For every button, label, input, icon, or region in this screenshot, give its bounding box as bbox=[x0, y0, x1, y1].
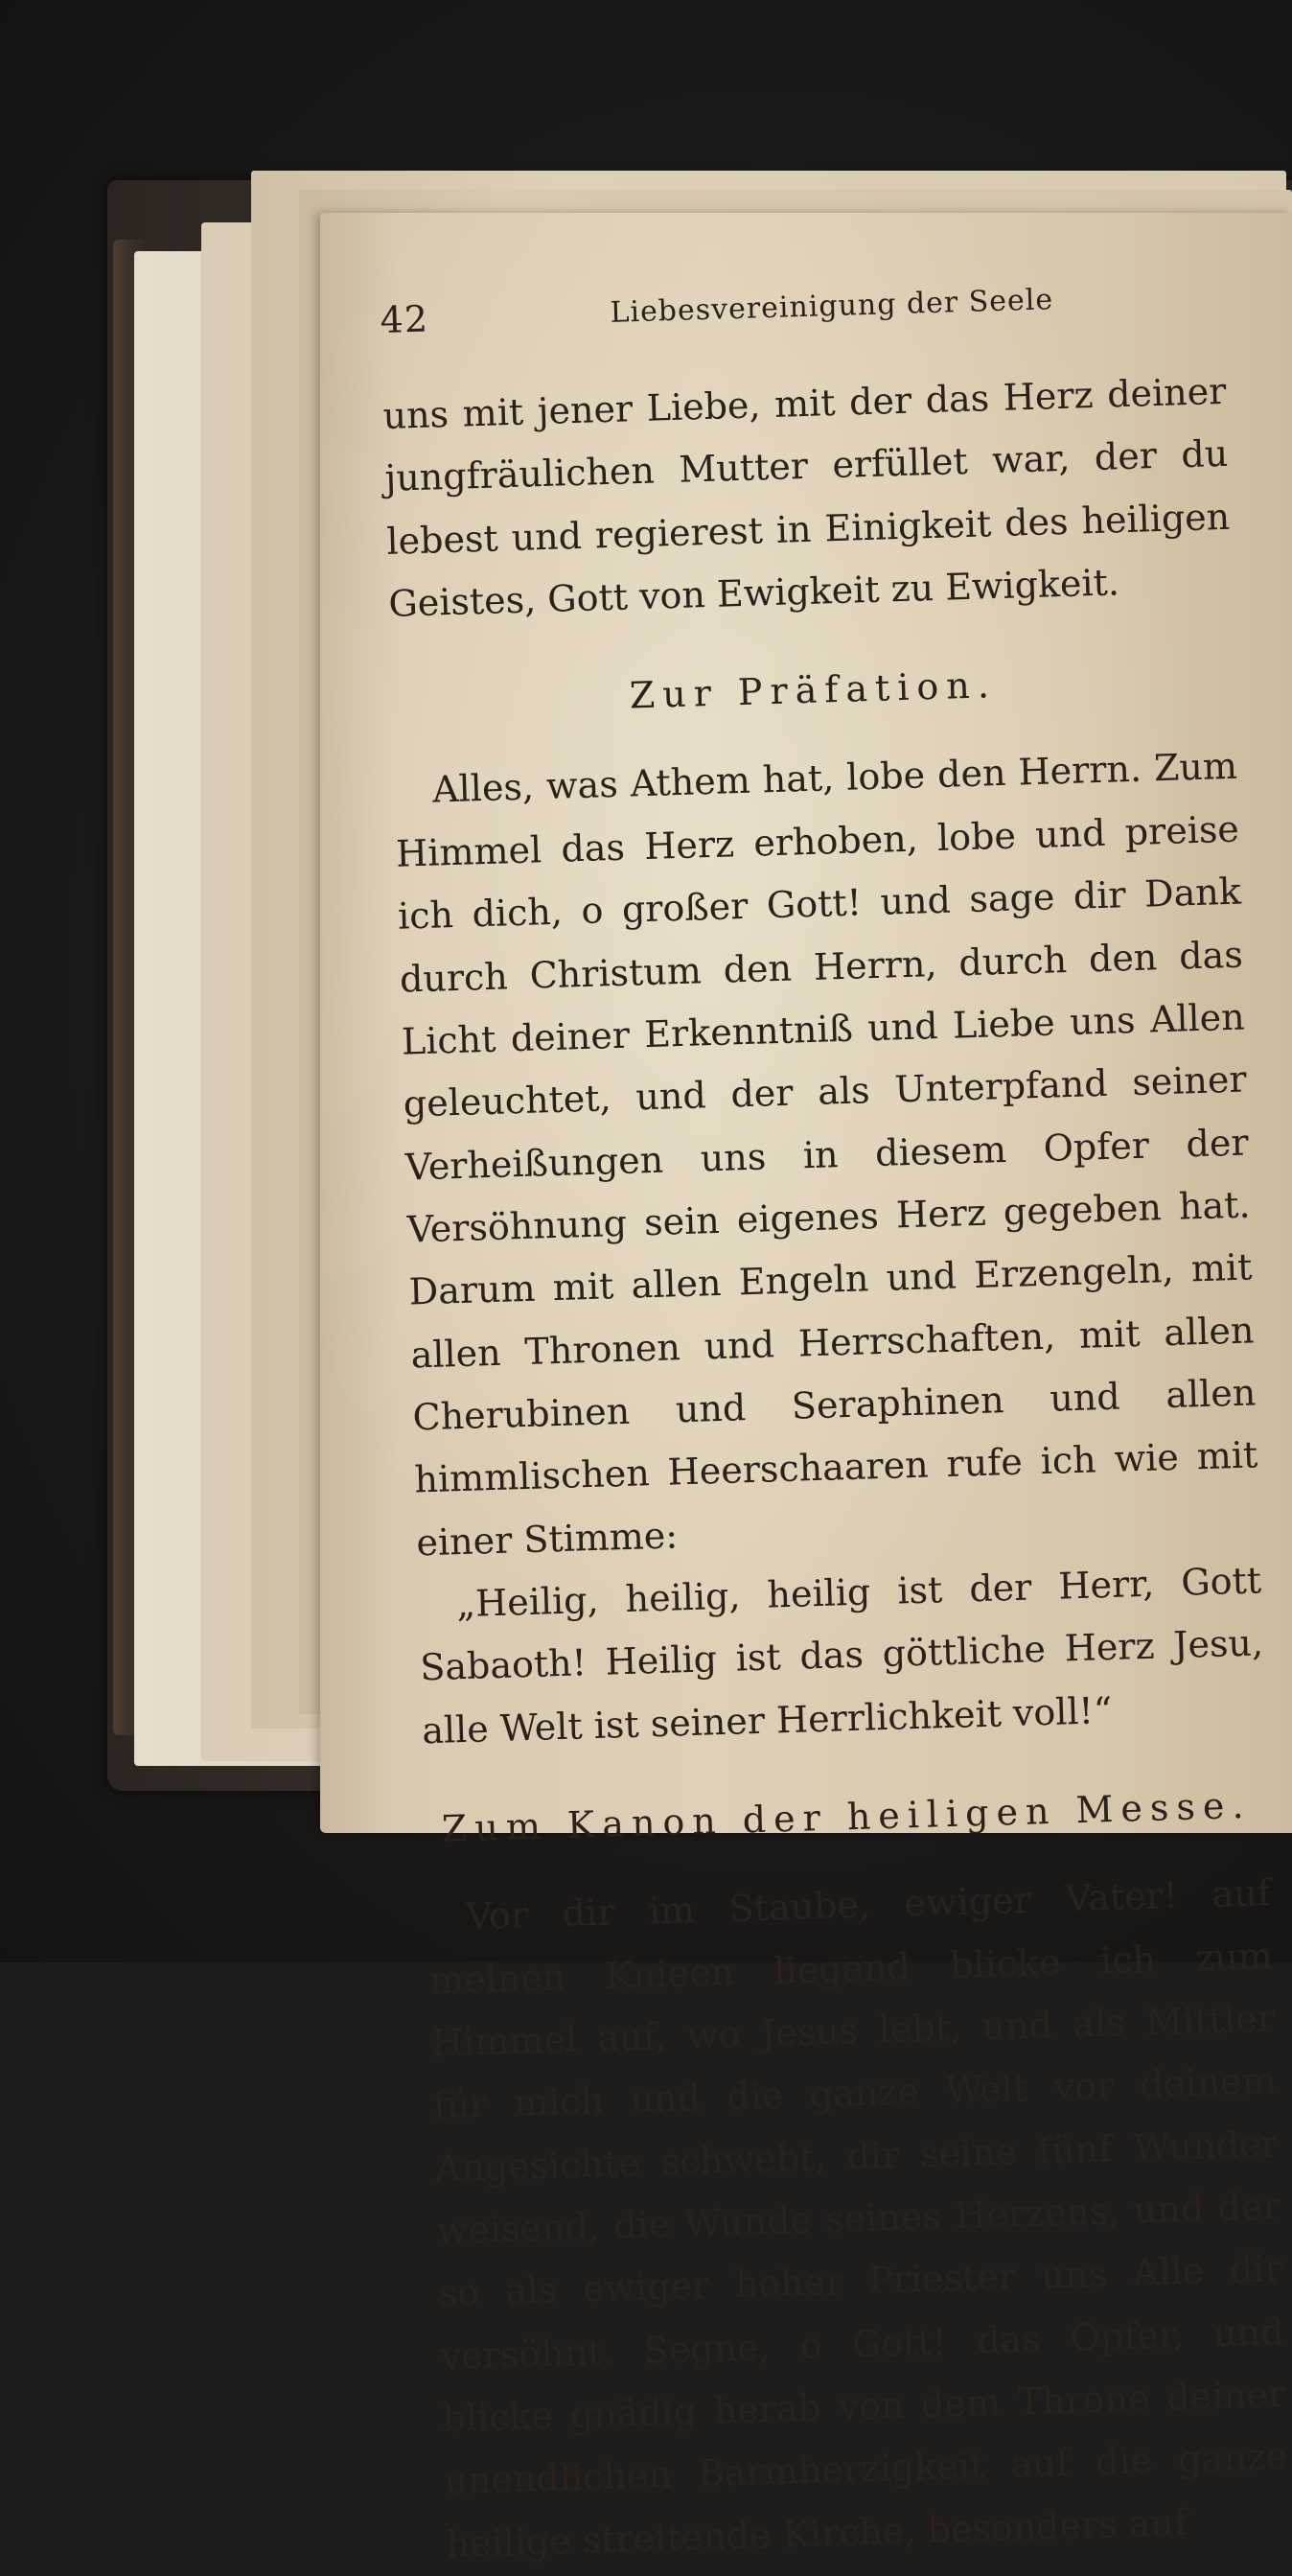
running-head bbox=[380, 274, 1224, 357]
paragraph: „Heilig, heilig, heilig ist der Herr, Gott Sabaoth! Heilig ist das göttliche Herz Jesu, alle Welt ist seiner Herrlichkeit voll!“ bbox=[419, 1559, 1264, 1752]
paragraph: Alles, was Athem hat, lobe den Herrn. Zum Himmel das Herz erhoben, lobe und preise ich dich, o großer Gott! und sage dir Dank durch Christum den Herrn, durch den das Licht deiner Erkenntniß und Liebe uns Allen geleuchtet, und der als Unterpfand seiner Verheißungen uns in diesem Opfer der Versöhnung sein eigenes Herz gegeben hat. Darum mit allen Engeln und Erzengeln, mit allen Thronen und Herrschaften, mit allen Cherubinen und Seraphinen und allen himmlischen Heerschaaren rufe ich wie mit einer Stimme: bbox=[395, 745, 1258, 1565]
page-text-block bbox=[380, 274, 1290, 2576]
section-heading: Zum Kanon der heiligen Messe. bbox=[441, 1783, 1253, 1850]
section-heading: Zur Präfation. bbox=[629, 663, 998, 717]
paragraph: Vor dir im Staube, ewiger Vater! auf meinen Knieen liegend blicke ich zum Himmel auf, wo Jesus lebt, und als Mittler für mich und die ganze Welt vor deinem Angesichte schwebt, dir seine fünf Wunder weisend, die Wunde seines Herzens, und der so als ewiger hoher Priester uns Alle dir versöhnt. Segne, o Gott! das Opfer, und blicke gnädig herab von dem Throne deiner unendlichen Barmherzigkeit auf die ganze heilige streitende Kirche, besonders auf bbox=[428, 1871, 1288, 2565]
paragraph: uns mit jener Liebe, mit der das Herz deiner jungfräulichen Mutter erfüllet war, der du lebest und regierest in Einigkeit des heiligen Geistes, Gott von Ewigkeit zu Ewigkeit. bbox=[381, 369, 1231, 625]
running-title: Liebesvereinigung der Seele bbox=[610, 283, 1054, 330]
page-number: 42 bbox=[380, 297, 429, 341]
book-page bbox=[320, 213, 1292, 2565]
